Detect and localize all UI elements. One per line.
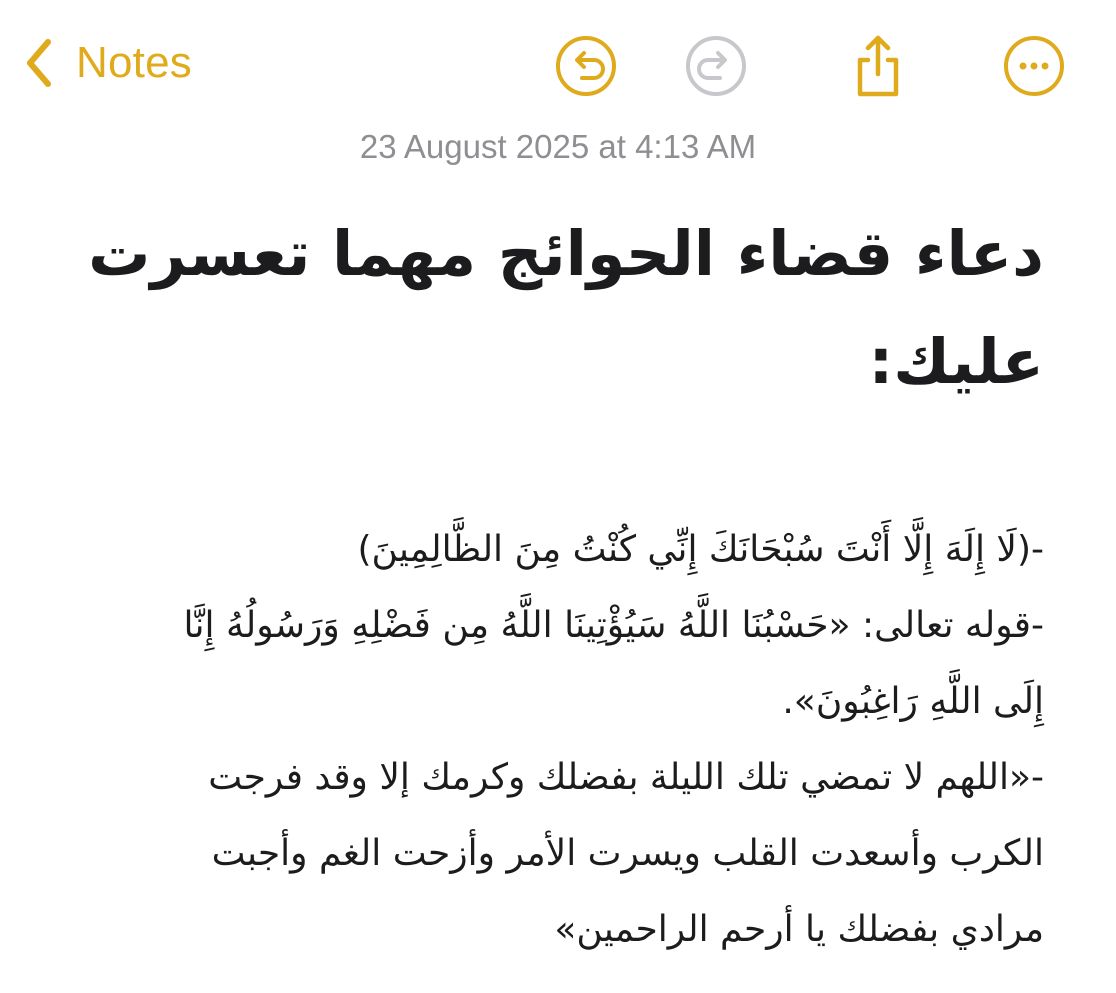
note-title-line: دعاء قضاء الحوائج مهما تعسرت [88,217,1044,290]
note-body-line: مرادي بفضلك يا أرحم الراحمين» [554,909,1044,950]
share-icon [846,34,910,98]
note-content[interactable] [80,200,1044,968]
blank-line [80,416,1044,512]
undo-button[interactable] [554,34,618,98]
more-button[interactable] [1002,34,1066,98]
redo-icon [684,34,748,98]
share-button[interactable] [846,34,910,98]
navigation-toolbar [0,0,1116,130]
note-title-line: عليك: [868,325,1044,398]
note-date: 23 August 2025 at 4:13 AM [359,128,757,165]
note-body-line: الكرب وأسعدت القلب ويسرت الأمر وأزحت الغم وأجبت [211,833,1044,874]
back-label: Notes [76,38,192,87]
chevron-left-icon [24,38,54,88]
note-body-line: -«اللهم لا تمضي تلك الليلة بفضلك وكرمك إلا وقد فرجت [208,757,1044,798]
note-body-line: إِلَى اللَّهِ رَاغِبُونَ». [782,681,1044,722]
back-button[interactable] [24,36,192,90]
redo-button[interactable] [684,34,748,98]
more-icon [1002,34,1066,98]
note-body-line: -(لَا إِلَهَ إِلَّا أَنْتَ سُبْحَانَكَ إِنِّي كُنْتُ مِنَ الظَّالِمِينَ) [357,529,1044,570]
undo-icon [554,34,618,98]
note-body-line: -قوله تعالى: «حَسْبُنَا اللَّهُ سَيُؤْتِينَا اللَّهُ مِن فَضْلِهِ وَرَسُولُهُ إِنَّا [183,605,1044,646]
